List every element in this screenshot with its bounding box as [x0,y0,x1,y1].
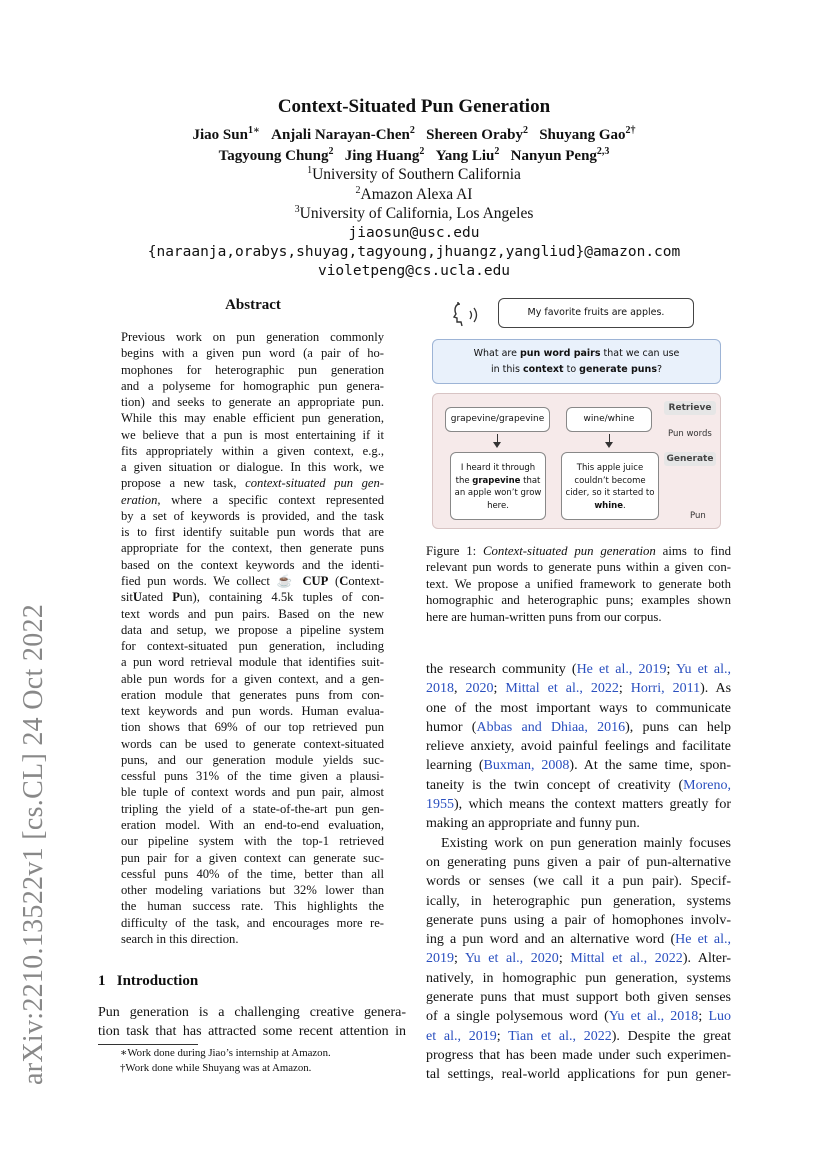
pun-pair-1: grapevine/grapevine [445,407,550,432]
text-line: a pun word retrieval module that identifies suit- [121,655,384,670]
text-line: the research community (He et al., 2019; Yu et al., [426,662,731,677]
text-line: here are human-written puns from our corpus. [426,609,662,624]
text-line: begins with a given pun word (a pair of ho- [121,346,384,361]
text-line: search in this direction. [121,931,239,946]
text-line: words can be used to generate context-situated [121,736,384,751]
affiliation-3: $^3$University of California, Los Angeles [294,204,534,223]
speech-bubble [498,298,694,328]
speaking-head-icon [452,300,486,330]
text-line: Existing work on pun generation mainly focuses [441,835,731,851]
question-line-2: in this context to generate puns? [490,364,663,375]
text-line: we believe that a pun is most entertaining if it [121,427,384,442]
intro-heading: 1 Introduction [98,973,199,989]
text-line: by a set of keywords is provided, and the task [121,508,384,523]
text-line: cessful puns 31% of the time given a plausi- [121,769,384,784]
figure-1 [430,290,730,530]
text-line: mophones for heterographic pun generation [121,362,384,377]
text-line: 2019; Yu et al., 2020; Mittal et al., 2022). Alter- [426,951,731,967]
text-line: relevant pun words to generate puns within a given con- [426,560,731,575]
text-line: based on the context keywords and the identi- [121,557,384,572]
text-line: eration model. With an end-to-end evaluation, [121,817,384,832]
text-line: 1955), which means the context matters greatly for [426,797,731,813]
email-2: {naraanja,orabys,shuyag,tagyoung,jhuangz,yangliud}@amazon.com [147,244,681,260]
footnote-rule [98,1044,198,1045]
speech-text: My favorite fruits are apples. [527,307,665,318]
pun-example-1: I heard it through the grapevine that an apple won’t grow here. [450,452,546,520]
pun-pair-2: wine/whine [566,407,652,432]
author-name: Anjali Narayan-Chen$^2$ [271,125,415,143]
text-line: progress that has been made under such experimen- [426,1047,731,1063]
email-1: jiaosun@usc.edu [348,225,480,241]
text-line: tion shows that 69% of our top retrieved pun [121,720,384,735]
text-line: eration, where a specific context represented [121,492,384,507]
text-line: ically, in heterographic pun generation, systems [426,893,731,909]
text-line: 2018, 2020; Mittal et al., 2022; Horri, 2011). As [426,681,731,697]
affiliation-2: $^2$Amazon Alexa AI [355,185,473,204]
text-line: words or senses (we call it a pun pair). Specif- [426,874,731,890]
author-name: Yang Liu$^2$ [435,146,500,164]
email-3: violetpeng@cs.ucla.edu [317,263,511,279]
text-line: tion) and seeks to generate an appropriate pun. [121,395,384,410]
text-line: our pipeline system with the top-1 retrieved [121,834,384,849]
affiliation-1: $^1$University of Southern California [307,165,521,184]
generate-tag: Generate [664,452,716,466]
text-line: taneity is the twin concept of creativity (Moreno, [426,777,731,793]
text-line: other modeling variations but 32% lower than [121,883,384,898]
question-line-1: What are pun word pairs that we can use [473,348,680,359]
retrieve-tag: Retrieve [664,401,716,415]
text-line: of a single polysemous word (Yu et al., 2018; Luo [426,1009,731,1025]
text-line: cessful puns 40% of the time, better than all [121,866,384,881]
text-line: difficulty of the task, and encourages more re- [121,915,384,930]
text-line: text words and pun pairs. Based on the new [121,606,384,621]
text-line: appropriate for the context, then generate puns [121,541,384,556]
author-name: Jing Huang$^2$ [344,146,425,164]
text-line: Previous work on pun generation commonly [121,330,384,344]
arrow-down-icon [609,434,610,446]
footnote-1: ∗Work done during Jiao’s internship at Amazon. [120,1047,331,1059]
text-line: data and setup, we propose a pipeline system [121,622,384,637]
intro-body [98,1003,406,1041]
text-line: making an appropriate and funny pun. [426,816,640,832]
pun-words-tag: Pun words [668,429,712,439]
author-name: Nanyun Peng$^{2,3}$ [510,146,610,164]
text-line: text keywords and pun words. Human evalua- [121,704,384,719]
text-line: puns, and our generation module yields suc- [121,752,384,767]
text-line: and a polyseme for homographic pun genera- [121,378,384,393]
text-line: et al., 2019; Tian et al., 2022). Despite the great [426,1028,731,1044]
text-line: for context-situated pun generation, including [121,639,384,654]
author-line-2 [0,146,828,165]
text-line: humor (Abbas and Dhiaa, 2016), puns can help [426,719,731,735]
text-line: pun pair for a given context can generate suc- [121,850,384,865]
text-line: a given situation or dialogue. In this work, we [121,460,384,475]
text-line: ing a pun word and an alternative word (He et al., [426,932,731,948]
text-line: generate puns that must support both given senses [426,990,731,1006]
author-name: Jiao Sun$^{1∗}$ [192,125,260,143]
text-line: tion task that has attracted some recent attention in [98,1024,406,1039]
text-line: eration module that generates puns from con- [121,687,384,702]
text-line: able pun words for a given context, and a gen- [121,671,384,686]
text-line: tal settings, real-world applications for pun gener- [426,1067,731,1083]
text-line: text. We propose a unified framework to generate both [426,576,731,591]
text-line: on generating puns given a pair of pun-alternative [426,854,731,870]
arrow-down-icon [497,434,498,446]
author-line-1 [0,125,828,144]
text-line: fits appropriately within a given context, e.g., [121,443,384,458]
abstract-body [121,329,384,947]
text-line: the human success rate. This highlights the [121,899,384,914]
author-name: Tagyoung Chung$^2$ [218,146,334,164]
text-line: Figure 1: Context-situated pun generation aims to find [426,544,731,558]
text-line: generate puns using a pair of homophones involv- [426,912,731,928]
pun-example-2: This apple juice couldn’t become cider, so it started to whine. [561,452,659,520]
text-line: homographic and heterographic puns; examples shown [426,593,731,608]
text-line: learning (Buxman, 2008). At the same time, spon- [426,758,731,774]
paper-title: Context-Situated Pun Generation [277,96,551,117]
text-line: Pun generation is a challenging creative genera- [98,1005,406,1020]
text-line: one of the most important ways to communicate [426,700,731,716]
text-line: fied pun words. We collect ☕ CUP (Context- [121,573,384,588]
author-name: Shereen Oraby$^2$ [426,125,528,143]
arxiv-stamp: arXiv:2210.13522v1 [cs.CL] 24 Oct 2022 [18,603,49,1085]
figure-caption [426,543,731,625]
text-line: sitUated Pun), containing 4.5k tuples of con- [121,590,384,605]
right-column-body [426,660,731,1085]
abstract-heading: Abstract [225,297,281,313]
text-line: is to first identify suitable pun words that are [121,525,384,540]
author-name: Shuyang Gao$^{2\dagger}$ [539,125,636,143]
question-box [432,339,721,384]
text-line: natively, in homographic pun generation, systems [426,970,731,986]
text-line: tripling the yield of a state-of-the-art pun gen- [121,801,384,816]
footnote-2: †Work done while Shuyang was at Amazon. [120,1062,312,1074]
text-line: ble tuple of context words and pun pair, almost [121,785,384,800]
text-line: propose a new task, context-situated pun gen- [121,476,384,491]
pun-tag: Pun [690,511,706,521]
text-line: While this may enable efficient pun generation, [121,411,384,426]
text-line: relieve anxiety, avoid painful feelings and facilitate [426,739,731,755]
